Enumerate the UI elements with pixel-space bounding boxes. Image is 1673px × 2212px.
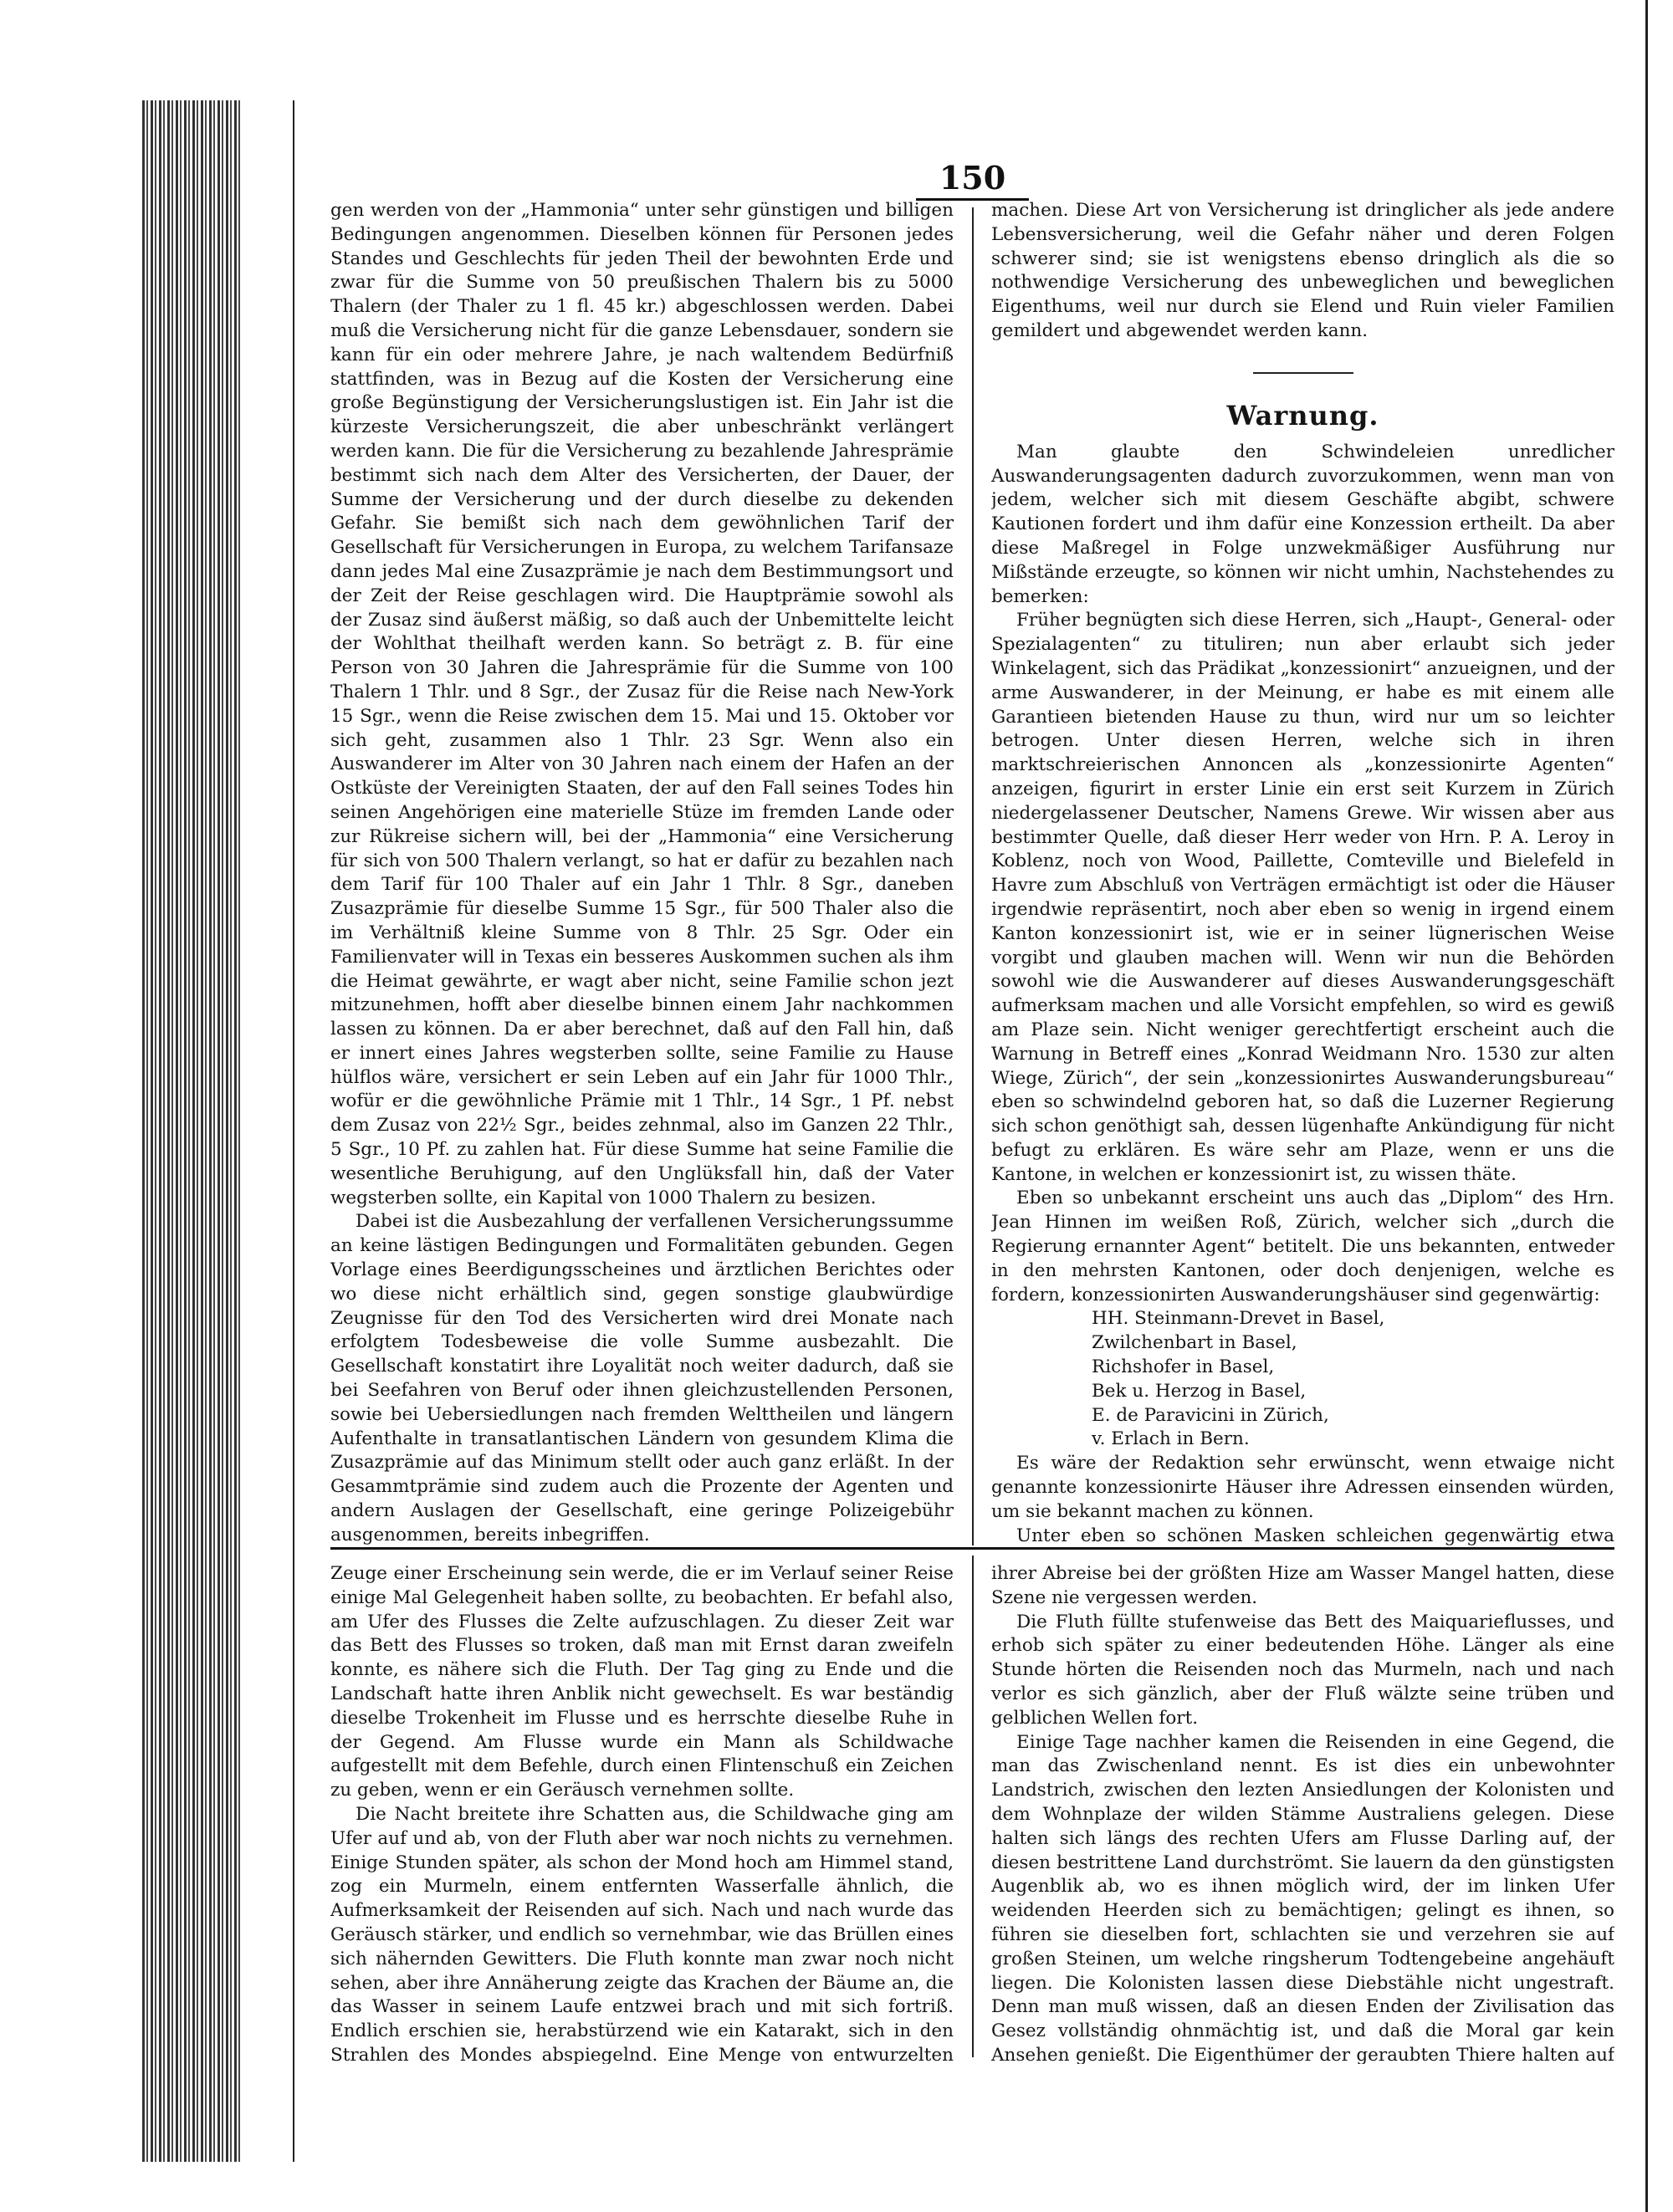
column-divider [972, 207, 974, 1545]
section-heading: Warnung. [1226, 399, 1379, 432]
list-item: Richshofer in Basel, [1092, 1356, 1275, 1378]
list-item: Bek u. Herzog in Basel, [1092, 1380, 1307, 1402]
column-divider [972, 1556, 974, 2057]
section-divider [1253, 372, 1353, 374]
list-item: v. Erlach in Bern. [1092, 1428, 1250, 1450]
list-item: HH. Steinmann-Drevet in Basel, [1092, 1308, 1385, 1330]
scan-margin [0, 0, 176, 2212]
paragraph: Man glaubte den Schwindeleien unredlicher Auswanderungsagenten dadurch zuvorzukommen, wenn man von jedem, welcher sich mit diesem Geschäfte abgibt, schwere Kautionen fordert und ihm dafür eine Konzession ertheilt. Da aber diese Maßregel in Folge unzwekmäßiger Ausführung nur Mißstände erzeugte, so können wir nicht umhin, Nachstehendes zu bemerken: [991, 441, 1614, 607]
column-top-right [991, 199, 1614, 1545]
paragraph: Es wäre der Redaktion sehr erwünscht, wenn etwaige nicht genannte konzessionirte Häuser ihre Adressen einsenden würden, um sie bekannt machen zu können. [991, 1453, 1614, 1522]
book-spine-shadow [142, 100, 243, 2162]
newspaper-page [330, 134, 1614, 2064]
paragraph: Zeuge einer Erscheinung sein werde, die er im Verlauf seiner Reise einige Mal Gelegenheit haben sollte, zu beobachten. Er befahl also, am Ufer des Flusses die Zelte aufzuschlagen. Zu dieser Zeit war das Bett des Flusses so troken, daß man mit Ernst daran zweifeln konnte, es nähere sich die Fluth. Der Tag ging zu Ende und die Landschaft hatte ihren Anblik nicht gewechselt. Es war beständig dieselbe Trokenheit im Flusse und es herrschte dieselbe Ruhe in der Gegend. Am Flusse wurde ein Mann als Schildwache aufgestellt mit dem Befehle, durch einen Flintenschuß ein Zeichen zu geben, wenn er ein Geräusch vernehmen sollte. [330, 1563, 954, 1801]
right-page-edge [1645, 0, 1673, 2212]
page-edge-line [293, 100, 294, 2162]
paragraph: Dabei ist die Ausbezahlung der verfallenen Versicherungssumme an keine lästigen Bedingungen und Formalitäten gebunden. Gegen Vorlage eines Beerdigungsscheines und ärztlichen Berichtes oder wo diese nicht erhältlich sind, gegen sonstige glaubwürdige Zeugnisse für den Tod des Versicherten wird drei Monate nach erfolgtem Todesbeweise die volle Summe ausbezahlt. Die Gesellschaft konstatirt ihre Loyalität noch weiter dadurch, daß sie bei Seefahren von Beruf oder ihnen gleichzustellenden Personen, sowie bei Uebersiedlungen nach fremden Welttheilen und längern Aufenthalte in transatlantischen Ländern von gesundem Klima die Zusazprämie auf das Minimum stellt oder auch ganz erläßt. In der Gesammtprämie sind zudem auch die Prozente der Agenten und andern Auslagen der Gesellschaft, eine geringe Polizeigebühr ausgenommen, bereits inbegriffen. [330, 1211, 954, 1545]
column-top-left [330, 199, 954, 1545]
agency-list [991, 1307, 1614, 1452]
list-item: Zwilchenbart in Basel, [1092, 1332, 1297, 1354]
paragraph: Früher begnügten sich diese Herren, sich „Haupt-, General- oder Spezialagenten“ zu tituliren; nun aber erlaubt sich jeder Winkelagent, sich das Prädikat „konzessionirt“ anzueignen, und der arme Auswanderer, in der Meinung, er habe es mit einem alle Garantieen bietenden Hause zu thun, wird nur um so leichter betrogen. Unter diesen Herren, welche sich in ihren marktschreierischen Annoncen als „konzessionirte Agenten“ anzeigen, figurirt in erster Linie ein erst seit Kurzem in Zürich niedergelassener Deutscher, Namens Grewe. Wir wissen aber aus bestimmter Quelle, daß dieser Herr weder von Hrn. P. A. Leroy in Koblenz, noch von Wood, Paillette, Comteville und Bielefeld in Havre zum Abschluß von Verträgen ermächtigt ist oder die Häuser irgendwie repräsentirt, noch aber eben so wenig in irgend einem Kanton konzessionirt ist, wie er in seiner lügnerischen Weise vorgibt und glauben machen will. Wenn wir nun die Behörden sowohl wie die Auswanderer auf dieses Auswanderungsgeschäft aufmerksam machen und alle Vorsicht empfehlen, so wird es gewiß am Plaze sein. Nicht weniger gerechtfertigt erscheint auch die Warnung in Betreff eines „Konrad Weidmann Nro. 1530 zur alten Wiege, Zürich“, der sein „konzessionirtes Auswanderungsbureau“ eben so schwindelnd geboren hat, so daß die Luzerner Regierung sich schon genöthigt sah, dessen lügenhafte Ankündigung für nicht befugt zu erklären. Es wäre sehr am Plaze, wenn er uns die Kantone, in welchen er konzessionirt ist, zu wissen thäte. [991, 610, 1614, 1185]
paragraph: Eben so unbekannt erscheint uns auch das „Diplom“ des Hrn. Jean Hinnen im weißen Roß, Zürich, welcher sich „durch die Regierung ernannter Agent“ betitelt. Die uns bekannten, entweder in den mehrsten Kantonen, oder doch denjenigen, welche es fordern, konzessionirten Auswanderungshäuser sind gegenwärtig: [991, 1188, 1614, 1305]
paragraph: machen. Diese Art von Versicherung ist dringlicher als jede andere Lebensversicherung, weil die Gefahr näher und deren Folgen schwerer sind; sie ist wenigstens ebenso dringlich als die so nothwendige Versicherung des unbeweglichen und beweglichen Eigenthums, weil nur durch sie Elend und Ruin vieler Familien gemildert und abgewendet werden kann. [991, 200, 1614, 341]
feuilleton-divider [330, 1547, 1614, 1550]
list-item: E. de Paravicini in Zürich, [1092, 1404, 1329, 1426]
paragraph: gen werden von der „Hammonia“ unter sehr günstigen und billigen Bedingungen angenommen. Dieselben können für Personen jedes Standes und Geschlechts für jeden Theil der bewohnten Erde und zwar für die Summe von 50 preußischen Thalern bis zu 5000 Thalern (der Thaler zu 1 fl. 45 kr.) abgeschlossen werden. Dabei muß die Versicherung nicht für die ganze Lebensdauer, sondern sie kann für ein oder mehrere Jahre, je nach waltendem Bedürfniß stattfinden, was in Bezug auf die Kosten der Versicherung eine große Begünstigung der Versicherungslustigen ist. Ein Jahr ist die kürzeste Versicherungszeit, die aber unbeschränkt verlängert werden kann. Die für die Versicherung zu bezahlende Jahresprämie bestimmt sich nach dem Alter des Versicherten, der Dauer, der Summe der Versicherung und der durch dieselbe zu dekenden Gefahr. Sie bemißt sich nach dem gewöhnlichen Tarif der Gesellschaft für Versicherungen in Europa, zu welchem Tarifansaze dann jedes Mal eine Zusazprämie je nach dem Bestimmungsort und der Zeit der Reise geschlagen wird. Die Hauptprämie sowohl als der Zusaz sind äußerst mäßig, so daß auch der Unbemittelte leicht der Wohlthat theilhaft werden kann. So beträgt z. B. für eine Person von 30 Jahren die Jahresprämie für die Summe von 100 Thalern 1 Thlr. und 8 Sgr., der Zusaz für die Reise nach New-York 15 Sgr., wenn die Reise zwischen dem 15. Mai und 15. Oktober vor sich geht, zusammen also 1 Thlr. 23 Sgr. Wenn also ein Auswanderer im Alter von 30 Jahren nach einem der Hafen an der Ostküste der Vereinigten Staaten, der auf den Fall seines Todes hin seinen Angehörigen eine materielle Stüze im fremden Lande oder zur Rükreise sichern will, bei der „Hammonia“ eine Versicherung für sich von 500 Thalern verlangt, so hat er dafür zu bezahlen nach dem Tarif für 100 Thaler auf ein Jahr 1 Thlr. 8 Sgr., daneben Zusazprämie für dieselbe Summe 15 Sgr., für 500 Thaler also die im Verhältniß kleine Summe von 8 Thlr. 25 Sgr. Oder ein Familienvater will in Texas ein besseres Auskommen suchen als ihm die Heimat gewährte, er wagt aber nicht, seine Familie schon jezt mitzunehmen, hofft aber dieselbe binnen einem Jahr nachkommen lassen zu können. Da er aber berechnet, daß auf den Fall hin, daß er innert eines Jahres wegsterben sollte, seine Familie zu Hause hülflos wäre, versichert er sein Leben auf ein Jahr für 1000 Thlr., wofür er die gewöhnliche Prämie mit 1 Thlr., 14 Sgr., 1 Pf. nebst dem Zusaz von 22½ Sgr., beides zehnmal, also im Ganzen 22 Thlr., 5 Sgr., 10 Pf. zu zahlen hat. Für diese Summe hat seine Familie die wesentliche Beruhigung, auf den Unglüksfall hin, daß der Vater wegsterben sollte, ein Kapital von 1000 Thalern zu besizen. [330, 200, 954, 1208]
paragraph: Die Fluth füllte stufenweise das Bett des Maiquarieflusses, und erhob sich später zu einer bedeutenden Höhe. Länger als eine Stunde hörten die Reisenden noch das Murmeln, nach und nach verlor es sich gänzlich, aber der Fluß wälzte seine trüben und gelblichen Wellen fort. [991, 1611, 1614, 1729]
paragraph: ihrer Abreise bei der größten Hize am Wasser Mangel hatten, diese Szene nie vergessen werden. [991, 1563, 1614, 1608]
paragraph: Die Nacht breitete ihre Schatten aus, die Schildwache ging am Ufer auf und ab, von der Fluth aber war noch nichts zu vernehmen. Einige Stunden später, als schon der Mond hoch am Himmel stand, zog ein Murmeln, einem entfernten Wasserfalle ähnlich, die Aufmerksamkeit der Reisenden auf sich. Nach und nach wurde das Geräusch stärker, und endlich so vernehmbar, wie das Brüllen eines sich nähernden Gewitters. Die Fluth konnte man zwar noch nicht sehen, aber ihre Annäherung zeigte das Krachen der Bäume an, die das Wasser in seinem Laufe entzwei brach und mit sich fortriß. Endlich erschien sie, herabstürzend wie ein Katarakt, sich in den Strahlen des Mondes abspiegelnd. Eine Menge von entwurzelten [330, 1803, 954, 2064]
column-bottom-right [991, 1562, 1614, 2064]
paragraph: Einige Tage nachher kamen die Reisenden in eine Gegend, die man das Zwischenland nennt. Es ist dies ein unbewohnter Landstrich, zwischen den lezten Ansiedlungen der Kolonisten und dem Wohnplaze der wilden Stämme Australiens gelegen. Diese halten sich längs des rechten Ufers am Flusse Darling auf, der diesen bestrittene Land durchströmt. Sie lauern da den günstigsten Augenblik ab, wo es ihnen möglich wird, der im linken Ufer weidenden Heerden sich zu bemächtigen; gelingt es ihnen, so führen sie dieselben fort, schlachten sie und verzehren sie auf großen Steinen, um welche ringsherum Todtengebeine angehäuft liegen. Die Kolonisten lassen diese Diebstähle nicht ungestraft. Denn man muß wissen, daß an diesen Enden der Zivilisation das Gesez vollständig ohnmächtig ist, und daß die Moral gar kein Ansehen genießt. Die Eigenthümer der geraubten Thiere halten auf [991, 1731, 1614, 2064]
page-number: 150 [916, 159, 1029, 201]
paragraph: Unter eben so schönen Masken schleichen gegenwärtig etwa [1016, 1525, 1614, 1545]
column-bottom-left [330, 1562, 954, 2064]
